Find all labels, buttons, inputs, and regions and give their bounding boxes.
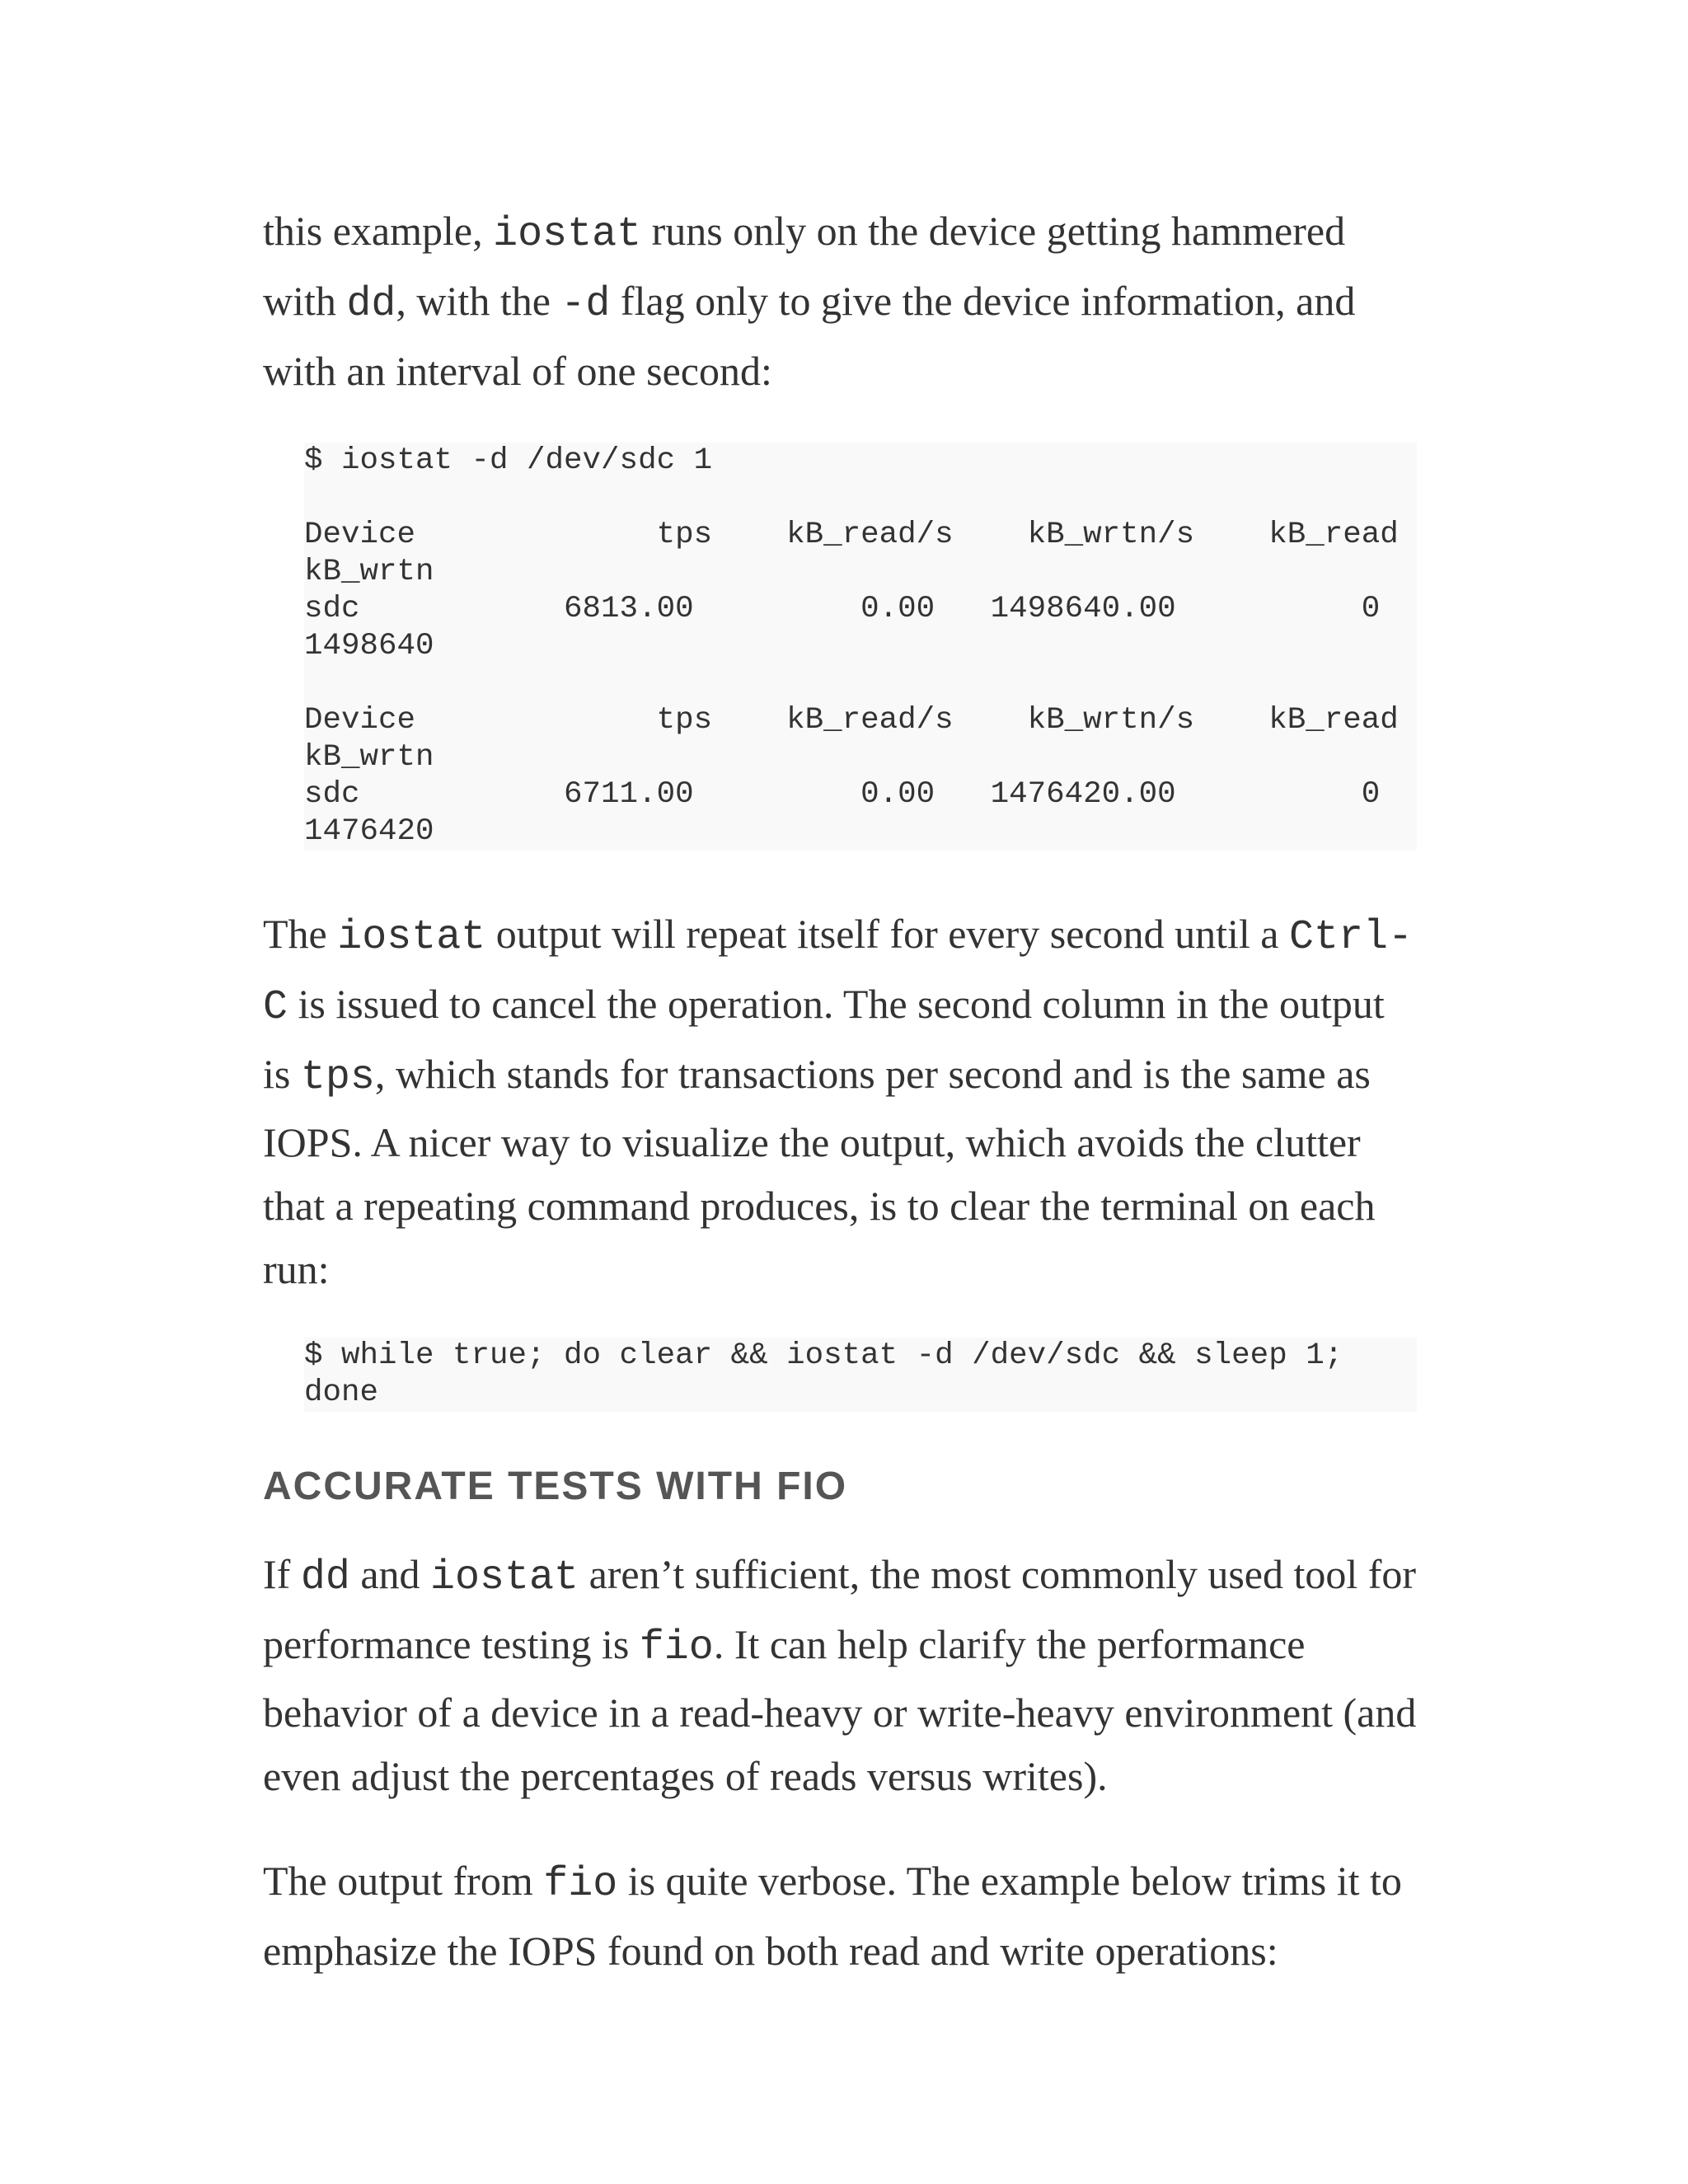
text-line [263,1238,1417,1301]
text-span: this example, [263,208,494,254]
paragraph-fio-output [263,1848,1417,1984]
inline-code: iostat [337,914,486,961]
text-line [263,1745,1417,1808]
paragraph-intro [263,198,1417,404]
text-line [263,1111,1417,1174]
text-span: , with the [396,278,561,324]
text-span: is [263,1051,301,1097]
text-line [263,1541,1417,1611]
text-span: even adjust the percentages of reads versus writes). [263,1753,1108,1799]
text-span: runs only on the device getting hammered [641,208,1346,254]
text-span: IOPS. A nicer way to visualize the output, which avoids the clutter [263,1119,1361,1165]
text-span: is quite verbose. The example below trims it to [617,1858,1402,1904]
inline-code: dd [346,281,396,328]
code-line: 1476420 [304,814,434,849]
text-span: that a repeating command produces, is to clear the terminal on each [263,1183,1376,1229]
code-line: $ iostat -d /dev/sdc 1 [304,443,713,478]
text-line [263,1041,1417,1111]
text-span: with an interval of one second: [263,348,772,394]
text-span: . It can help clarify the performance [713,1621,1306,1667]
code-line: kB_wrtn [304,740,434,775]
text-line [263,268,1417,338]
text-span: , which stands for transactions per second and is the same as [374,1051,1371,1097]
text-span: The [263,911,338,957]
text-span: performance testing is [263,1621,640,1667]
text-span: with [263,278,347,324]
inline-code: fio [543,1861,618,1908]
code-line: Device tps kB_read/s kB_wrtn/s kB_read [304,703,1399,738]
code-line: $ while true; do clear && iostat -d /dev/sdc && sleep 1; [304,1338,1343,1373]
inline-code: C [263,984,288,1031]
code-line: 1498640 [304,629,434,663]
text-line [263,1918,1417,1984]
text-line [263,971,1417,1041]
inline-code: -d [560,281,611,328]
paragraph-iostat-explanation [263,901,1417,1301]
code-block-iostat-output [304,443,1417,851]
text-line [263,338,1417,404]
text-line [263,1611,1417,1681]
text-span: is issued to cancel the operation. The second column in the output [288,981,1385,1027]
code-line: Device tps kB_read/s kB_wrtn/s kB_read [304,518,1399,552]
text-span: output will repeat itself for every second until a [485,911,1289,957]
text-span: If [263,1551,301,1597]
inline-code: iostat [430,1554,579,1601]
text-line [263,1681,1417,1745]
text-span: The output from [263,1858,544,1904]
inline-code: dd [300,1554,350,1601]
code-line: sdc 6711.00 0.00 1476420.00 0 [304,777,1381,812]
section-heading: ACCURATE TESTS WITH FIO [263,1465,848,1508]
text-line [263,901,1417,971]
inline-code: iostat [493,211,642,258]
code-line: sdc 6813.00 0.00 1498640.00 0 [304,592,1381,626]
code-block-while-loop [304,1338,1417,1412]
text-span: behavior of a device in a read-heavy or write-heavy environment (and [263,1690,1417,1736]
text-line [263,1848,1417,1918]
inline-code: Ctrl- [1288,914,1414,961]
code-line: done [304,1376,379,1410]
text-span: and [349,1551,431,1597]
text-line [263,1174,1417,1238]
text-line [263,198,1417,268]
text-span: emphasize the IOPS found on both read and write operations: [263,1928,1278,1974]
text-span: aren’t sufficient, the most commonly used tool for [579,1551,1417,1597]
inline-code: tps [300,1054,375,1101]
paragraph-fio-intro [263,1541,1417,1808]
text-span: flag only to give the device information, and [610,278,1356,324]
text-span: run: [263,1246,330,1292]
code-line: kB_wrtn [304,555,434,589]
inline-code: fio [639,1624,714,1671]
